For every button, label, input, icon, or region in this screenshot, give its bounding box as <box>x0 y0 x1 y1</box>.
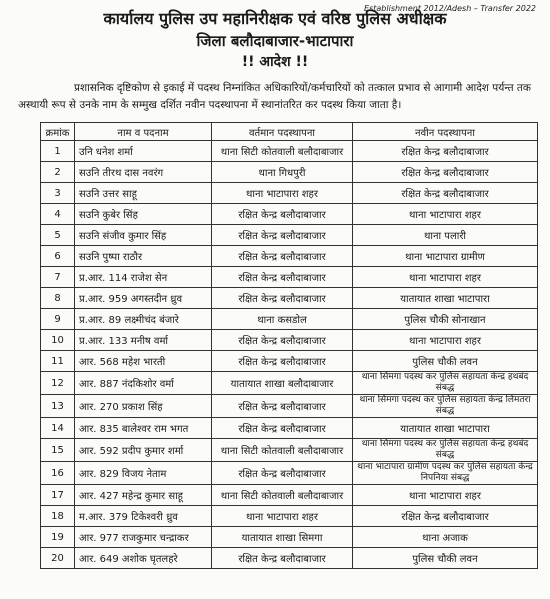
cell-name: प्र.आर. 959 अगस्तदीन ध्रुव <box>75 288 212 309</box>
column-header-current-posting: वर्तमान पदस्थापना <box>212 123 353 141</box>
table-row <box>41 462 538 485</box>
cell-new-posting: रक्षित केन्द्र बलौदाबाजार <box>353 162 538 183</box>
district-title: जिला बलौदाबाजार-भाटापारा <box>196 32 354 50</box>
cell-serial: 8 <box>41 288 75 309</box>
cell-new-posting: थाना भाटापारा शहर <box>353 204 538 225</box>
table-row <box>41 527 538 548</box>
cell-name: आर. 977 राजकुमार चन्द्राकर <box>75 527 212 548</box>
cell-name: आर. 649 अशोक घृतलहरे <box>75 548 212 569</box>
cell-name: सउनि उत्तर साहू <box>75 183 212 204</box>
table-row <box>41 418 538 439</box>
cell-new-posting: थाना सिमगा पदस्थ कर पुलिस सहायता केन्द्र हथबंद संबद्ध <box>353 372 538 395</box>
table-row <box>41 309 538 330</box>
cell-serial: 15 <box>41 439 75 462</box>
cell-name: आर. 835 बालेश्वर राम भगत <box>75 418 212 439</box>
cell-new-posting: थाना भाटापारा ग्रामीण <box>353 246 538 267</box>
cell-current-posting: थाना सिटी कोतवाली बलौदाबाजार <box>212 141 353 162</box>
establishment-note: Establishment 2012/Adesh – Transfer 2022 <box>364 4 536 13</box>
cell-new-posting: रक्षित केन्द्र बलौदाबाजार <box>353 183 538 204</box>
cell-new-posting: रक्षित केन्द्र बलौदाबाजार <box>353 141 538 162</box>
table-row <box>41 506 538 527</box>
table-row <box>41 162 538 183</box>
table-row <box>41 183 538 204</box>
cell-current-posting: यातायात शाखा सिमगा <box>212 527 353 548</box>
cell-new-posting: पुलिस चौकी सोनाखान <box>353 309 538 330</box>
table-row <box>41 225 538 246</box>
table-row <box>41 439 538 462</box>
cell-name: आर. 592 प्रदीप कुमार शर्मा <box>75 439 212 462</box>
cell-name: प्र.आर. 133 मनीष वर्मा <box>75 330 212 351</box>
order-intro-paragraph: प्रशासनिक दृष्टिकोण से इकाई में पदस्थ निम्नांकित अधिकारियों/कर्मचारियों को तत्काल प्रभाव से आगामी आदेश पर्यन्त तक अस्थायी रूप से उनके नाम के सम्मुख दर्शित नवीन पदस्थापना में स्थानांतरित कर पदस्थ किया जाता है। <box>18 82 531 111</box>
table-header-row <box>41 123 538 141</box>
cell-serial: 9 <box>41 309 75 330</box>
cell-new-posting: यातायात शाखा भाटापारा <box>353 418 538 439</box>
cell-serial: 1 <box>41 141 75 162</box>
cell-name: आर. 829 विजय नेताम <box>75 462 212 485</box>
table-row <box>41 330 538 351</box>
cell-new-posting: पुलिस चौकी लवन <box>353 548 538 569</box>
cell-name: सउनि तीरथ दास नवरंग <box>75 162 212 183</box>
table-row <box>41 485 538 506</box>
cell-serial: 2 <box>41 162 75 183</box>
table-row <box>41 267 538 288</box>
table-row <box>41 288 538 309</box>
cell-current-posting: रक्षित केन्द्र बलौदाबाजार <box>212 395 353 418</box>
table-row <box>41 351 538 372</box>
cell-current-posting: रक्षित केन्द्र बलौदाबाजार <box>212 225 353 246</box>
cell-new-posting: थाना पलारी <box>353 225 538 246</box>
cell-name: उनि धनेश शर्मा <box>75 141 212 162</box>
cell-current-posting: रक्षित केन्द्र बलौदाबाजार <box>212 246 353 267</box>
cell-current-posting: रक्षित केन्द्र बलौदाबाजार <box>212 462 353 485</box>
cell-new-posting: थाना भाटापारा शहर <box>353 330 538 351</box>
cell-serial: 19 <box>41 527 75 548</box>
cell-new-posting: थाना भाटापारा शहर <box>353 485 538 506</box>
table-row <box>41 395 538 418</box>
cell-new-posting: थाना भाटापारा ग्रामीण पदस्थ कर पुलिस सहायता केन्द्र निपनिया संबद्ध <box>353 462 538 485</box>
document-header <box>0 8 550 72</box>
cell-new-posting: थाना सिमगा पदस्थ कर पुलिस सहायता केन्द्र हथबंद संबद्ध <box>353 439 538 462</box>
cell-name: सउनि संजीव कुमार सिंह <box>75 225 212 246</box>
cell-current-posting: थाना गिधपुरी <box>212 162 353 183</box>
cell-current-posting: रक्षित केन्द्र बलौदाबाजार <box>212 267 353 288</box>
cell-new-posting: थाना भाटापारा शहर <box>353 267 538 288</box>
cell-name: आर. 887 नंदकिशोर वर्मा <box>75 372 212 395</box>
cell-serial: 20 <box>41 548 75 569</box>
cell-current-posting: रक्षित केन्द्र बलौदाबाजार <box>212 418 353 439</box>
cell-serial: 16 <box>41 462 75 485</box>
cell-serial: 7 <box>41 267 75 288</box>
cell-new-posting: पुलिस चौकी लवन <box>353 351 538 372</box>
cell-new-posting: थाना अजाक <box>353 527 538 548</box>
cell-serial: 3 <box>41 183 75 204</box>
cell-serial: 17 <box>41 485 75 506</box>
cell-name: सउनि पुष्पा राठौर <box>75 246 212 267</box>
cell-name: आर. 427 महेन्द्र कुमार साहू <box>75 485 212 506</box>
cell-current-posting: रक्षित केन्द्र बलौदाबाजार <box>212 204 353 225</box>
cell-name: सउनि कुबेर सिंह <box>75 204 212 225</box>
cell-current-posting: थाना सिटी कोतवाली बलौदाबाजार <box>212 485 353 506</box>
column-header-new-posting: नवीन पदस्थापना <box>353 123 538 141</box>
cell-current-posting: थाना भाटापारा शहर <box>212 506 353 527</box>
table-body <box>41 141 538 569</box>
column-header-serial: क्रमांक <box>41 123 75 141</box>
cell-new-posting: रक्षित केन्द्र बलौदाबाजार <box>353 506 538 527</box>
cell-current-posting: रक्षित केन्द्र बलौदाबाजार <box>212 351 353 372</box>
cell-serial: 11 <box>41 351 75 372</box>
table-row <box>41 548 538 569</box>
cell-current-posting: रक्षित केन्द्र बलौदाबाजार <box>212 548 353 569</box>
column-header-name: नाम व पदनाम <box>75 123 212 141</box>
cell-serial: 4 <box>41 204 75 225</box>
cell-name: प्र.आर. 114 राजेश सेन <box>75 267 212 288</box>
transfer-table <box>40 122 538 569</box>
cell-current-posting: थाना कसडोल <box>212 309 353 330</box>
table-row <box>41 204 538 225</box>
cell-current-posting: रक्षित केन्द्र बलौदाबाजार <box>212 330 353 351</box>
cell-current-posting: रक्षित केन्द्र बलौदाबाजार <box>212 288 353 309</box>
office-title: कार्यालय पुलिस उप महानिरीक्षक एवं वरिष्ठ पुलिस अधीक्षक <box>103 9 447 28</box>
cell-serial: 13 <box>41 395 75 418</box>
table-row <box>41 372 538 395</box>
cell-current-posting: यातायात शाखा बलौदाबाजार <box>212 372 353 395</box>
cell-name: आर. 270 प्रकाश सिंह <box>75 395 212 418</box>
cell-serial: 5 <box>41 225 75 246</box>
table-row <box>41 246 538 267</box>
cell-name: आर. 568 महेश भारती <box>75 351 212 372</box>
cell-name: म.आर. 379 टिकेश्वरी ध्रुव <box>75 506 212 527</box>
cell-serial: 10 <box>41 330 75 351</box>
cell-current-posting: थाना भाटापारा शहर <box>212 183 353 204</box>
cell-serial: 18 <box>41 506 75 527</box>
cell-serial: 12 <box>41 372 75 395</box>
cell-current-posting: थाना सिटी कोतवाली बलौदाबाजार <box>212 439 353 462</box>
cell-new-posting: थाना सिमगा पदस्थ कर पुलिस सहायता केन्द्र लिमतरा संबद्ध <box>353 395 538 418</box>
order-title: !! आदेश !! <box>241 54 309 70</box>
cell-name: प्र.आर. 89 लक्ष्मीचंद बंजारे <box>75 309 212 330</box>
cell-new-posting: यातायात शाखा भाटापारा <box>353 288 538 309</box>
cell-serial: 6 <box>41 246 75 267</box>
cell-serial: 14 <box>41 418 75 439</box>
table-row <box>41 141 538 162</box>
